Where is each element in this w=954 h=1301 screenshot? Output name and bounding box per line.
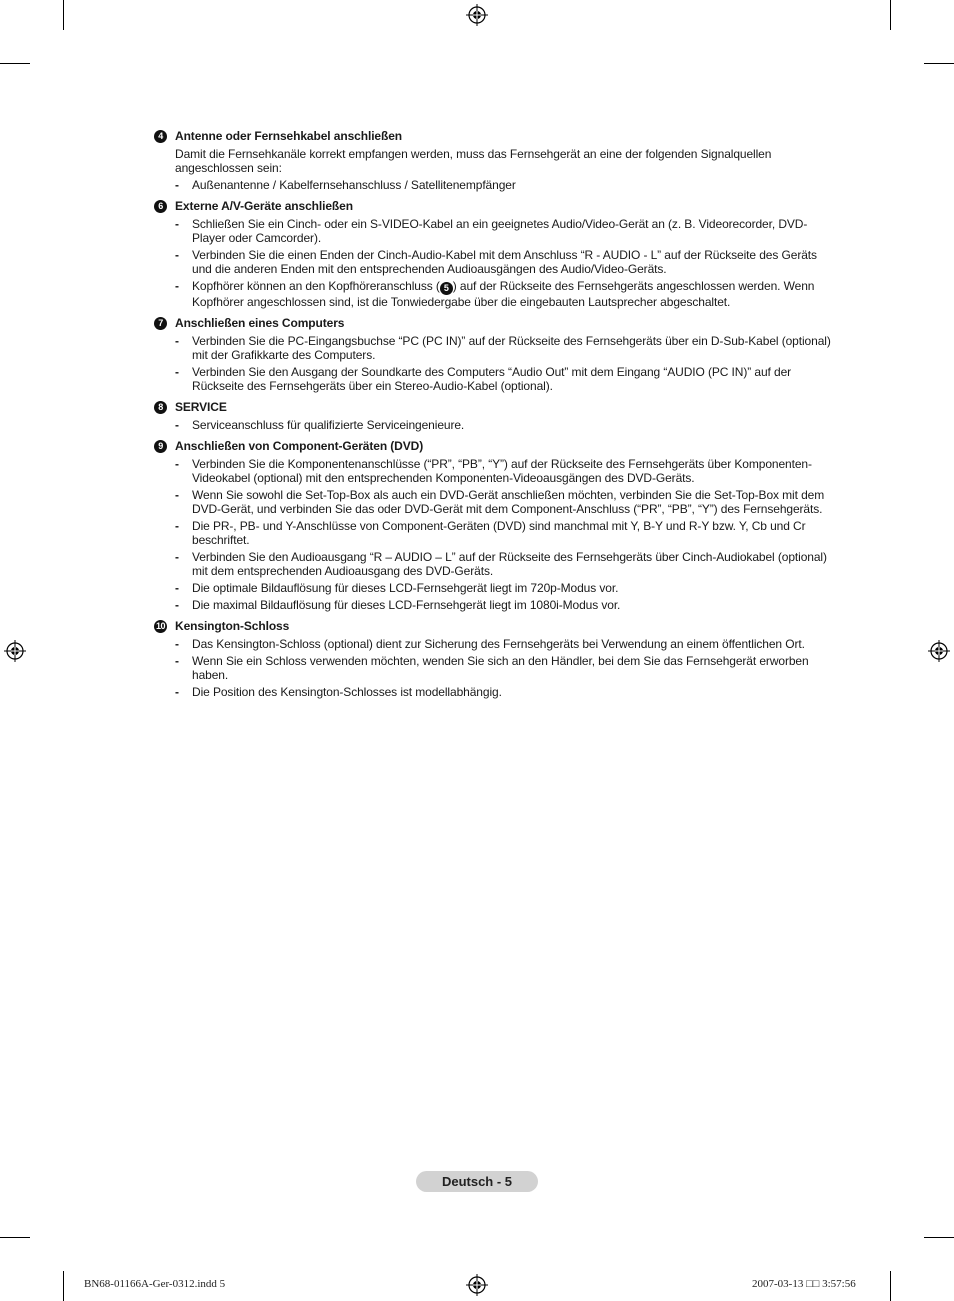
list-item: [175, 418, 834, 432]
bullet-dash: -: [175, 217, 179, 231]
list-item-text: Wenn Sie ein Schloss verwenden möchten, wenden Sie sich an den Händler, bei dem Sie das Fernsehgerät erworben haben.: [192, 654, 809, 682]
document-body: [154, 128, 834, 705]
bullet-dash: -: [175, 685, 179, 699]
list-item: [175, 654, 834, 682]
list-item: [175, 334, 834, 362]
bullet-dash: -: [175, 248, 179, 262]
list-item: [175, 488, 834, 516]
list-item-text: Verbinden Sie den Ausgang der Soundkarte des Computers “Audio Out” mit dem Eingang “AUDIO (PC IN)” auf der Rückseite des Fernsehgeräts über ein Stereo-Audio-Kabel (optional).: [192, 365, 792, 393]
bullet-dash: -: [175, 550, 179, 564]
list-item-text: Die optimale Bildauflösung für dieses LCD-Fernsehgerät liegt im 720p-Modus vor.: [192, 581, 619, 595]
list-item-text-before: Kopfhörer können an den Kopfhöreranschluss (: [192, 279, 440, 293]
list-item-text: Die maximal Bildauflösung für dieses LCD-Fernsehgerät liegt im 1080i-Modus vor.: [192, 598, 621, 612]
list-item-text: Verbinden Sie die Komponentenanschlüsse (“PR”, “PB”, “Y”) auf der Rückseite des Fernsehgeräts über Komponenten-Videokabel (optional) mit den entsprechenden Komponenten-Videoausgängen des DVD-Geräts.: [192, 457, 812, 485]
section-number-badge: 6: [154, 200, 167, 213]
section-title: Anschließen eines Computers: [175, 316, 345, 330]
list-item-text: Die PR-, PB- und Y-Anschlüsse von Component-Geräten (DVD) sind manchmal mit Y, B-Y und R-Y bzw. Y, Cb und Cr beschriftet.: [192, 519, 806, 547]
list-item-text: Das Kensington-Schloss (optional) dient zur Sicherung des Fernsehgeräts bei Verwendung an einem öffentlichen Ort.: [192, 637, 805, 651]
list-item-text: Verbinden Sie die PC-Eingangsbuchse “PC (PC IN)” auf der Rückseite des Fernsehgeräts über ein D-Sub-Kabel (optional) mit der Grafikkarte des Computers.: [192, 334, 831, 362]
list-item-text: Außenantenne / Kabelfernsehanschluss / Satellitenempfänger: [192, 178, 516, 192]
list-item-text: Wenn Sie sowohl die Set-Top-Box als auch ein DVD-Gerät anschließen möchten, verbinden Sie die Set-Top-Box mit dem DVD-Gerät, und verbinden Sie das oder DVD-Gerät mit dem Component-Anschluss (“PR”, “PB”, “Y”) des Fernsehgeräts.: [192, 488, 825, 516]
list-item: [175, 279, 834, 309]
crop-mark: [0, 63, 30, 64]
section-heading: [154, 399, 834, 415]
section-service: [154, 399, 834, 432]
section-heading: [154, 438, 834, 454]
section-number-badge: 8: [154, 401, 167, 414]
list-item: [175, 248, 834, 276]
bullet-dash: -: [175, 279, 179, 293]
list-item-text: Serviceanschluss für qualifizierte Serviceingenieure.: [192, 418, 465, 432]
list-item-text: [192, 279, 834, 309]
crop-mark: [0, 1237, 30, 1238]
bullet-dash: -: [175, 365, 179, 379]
bullet-dash: -: [175, 519, 179, 533]
bullet-dash: -: [175, 457, 179, 471]
bullet-dash: -: [175, 488, 179, 502]
file-slug: BN68-01166A-Ger-0312.indd 5: [84, 1278, 226, 1290]
list-item: [175, 519, 834, 547]
page-number-badge: Deutsch - 5: [416, 1171, 538, 1192]
section-heading: [154, 128, 834, 144]
crop-mark: [63, 1271, 64, 1301]
crop-mark: [924, 1237, 954, 1238]
crop-mark: [924, 63, 954, 64]
section-number-badge: 9: [154, 440, 167, 453]
registration-mark-icon: [928, 640, 950, 662]
bullet-dash: -: [175, 178, 179, 192]
list-item: [175, 178, 834, 192]
list-item-text: Verbinden Sie den Audioausgang “R – AUDIO – L” auf der Rückseite des Fernsehgeräts über Cinch-Audiokabel (optional) mit dem entsprechenden Audioausgang des DVD-Geräts.: [192, 550, 827, 578]
section-number-badge: 10: [155, 620, 165, 631]
list-item-text: Die Position des Kensington-Schlosses ist modellabhängig.: [192, 685, 502, 699]
list-item: [175, 550, 834, 578]
bullet-dash: -: [175, 418, 179, 432]
section-title: Anschließen von Component-Geräten (DVD): [175, 439, 424, 453]
list-item: [175, 598, 834, 612]
section-title: Externe A/V-Geräte anschließen: [175, 199, 353, 213]
bullet-dash: -: [175, 334, 179, 348]
crop-mark: [890, 1271, 891, 1301]
registration-mark-icon: [466, 1274, 488, 1296]
section-computer: [154, 315, 834, 393]
list-item: [175, 457, 834, 485]
section-number-badge: 7: [154, 317, 167, 330]
list-item-text: Verbinden Sie die einen Enden der Cinch-Audio-Kabel mit dem Anschluss “R - AUDIO - L” auf der Rückseite des Geräts und die anderen Enden mit den entsprechenden Audioausgängen des Audio/Video-Geräts.: [192, 248, 817, 276]
section-intro: Damit die Fernsehkanäle korrekt empfangen werden, muss das Fernsehgerät an eine der folgenden Signalquellen angeschlossen sein:: [175, 147, 772, 175]
section-title: Antenne oder Fernsehkabel anschließen: [175, 129, 403, 143]
section-title: Kensington-Schloss: [175, 619, 290, 633]
list-item: [175, 637, 834, 651]
section-antenna: [154, 128, 834, 192]
section-title: SERVICE: [175, 400, 227, 414]
section-component: [154, 438, 834, 612]
bullet-dash: -: [175, 581, 179, 595]
section-heading: [154, 315, 834, 331]
crop-mark: [63, 0, 64, 30]
list-item: [175, 685, 834, 699]
registration-mark-icon: [466, 4, 488, 26]
list-item-text: Schließen Sie ein Cinch- oder ein S-VIDEO-Kabel an ein geeignetes Audio/Video-Gerät an (z. B. Videorecorder, DVD-Player oder Camcorder).: [192, 217, 808, 245]
registration-mark-icon: [4, 640, 26, 662]
reference-number-badge: 5: [440, 282, 453, 295]
crop-mark: [890, 0, 891, 30]
section-heading: [154, 618, 834, 634]
section-external-av: [154, 198, 834, 309]
bullet-dash: -: [175, 598, 179, 612]
list-item: [175, 581, 834, 595]
print-timestamp: 2007-03-13 □□ 3:57:56: [752, 1278, 856, 1290]
section-kensington: [154, 618, 834, 699]
list-item-text-after: ) auf der Rückseite des Fernsehgeräts angeschlossen werden. Wenn Kopfhörer angeschlossen sind, ist die Tonwiedergabe über die eingebauten Lautsprecher abgeschaltet.: [192, 279, 815, 309]
section-heading: [154, 198, 834, 214]
list-item: [175, 365, 834, 393]
list-item: [175, 217, 834, 245]
bullet-dash: -: [175, 654, 179, 668]
bullet-dash: -: [175, 637, 179, 651]
section-number-badge: 4: [154, 130, 167, 143]
